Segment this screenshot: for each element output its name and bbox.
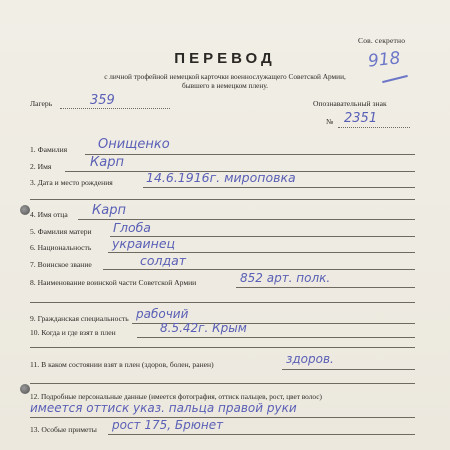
- punch-hole-bottom: [20, 384, 30, 394]
- field-value-father: Карп: [92, 203, 126, 218]
- camp-label: Лагерь: [30, 99, 53, 108]
- field-label-captured: 10. Когда и где взят в плен: [30, 328, 116, 337]
- id-tag-line: [338, 127, 410, 128]
- document-subtitle-line2: бывшего в немецком плену.: [182, 81, 268, 90]
- field-label-rank: 7. Воинское звание: [30, 260, 92, 269]
- field-value-condition: здоров.: [286, 352, 334, 366]
- field-value-unit: 852 арт. полк.: [240, 271, 331, 285]
- field-value-features: рост 175, Брюнет: [112, 418, 224, 432]
- id-tag-label: Опознавательный знак: [313, 99, 387, 108]
- field-label-name: 2. Имя: [30, 162, 52, 171]
- field-label-personal-data: 12. Подробные персональные данные (имеется фотография, оттиск пальцев, рост, цвет волос): [30, 392, 322, 401]
- field-value-mother: Глоба: [113, 220, 151, 235]
- field-line-unit-extra: [30, 302, 415, 303]
- document-title: ПЕРЕВОД: [174, 50, 276, 67]
- field-value-surname: Онищенко: [98, 137, 170, 152]
- field-value-nationality: украинец: [112, 236, 176, 251]
- field-value-name: Карп: [90, 155, 124, 170]
- field-value-profession: рабочий: [136, 307, 189, 321]
- camp-line: [60, 108, 170, 109]
- field-line-captured-extra: [30, 347, 415, 348]
- field-value-rank: солдат: [140, 253, 187, 268]
- field-line-surname: [85, 154, 415, 155]
- archive-number: 918: [367, 48, 402, 72]
- field-line-birth: [143, 187, 415, 188]
- field-value-personal-data: имеется оттиск указ. пальца правой руки: [30, 401, 297, 415]
- field-label-surname: 1. Фамилия: [30, 145, 68, 154]
- field-value-birth: 14.6.1916г. мироповка: [146, 170, 296, 185]
- field-label-father: 4. Имя отца: [30, 210, 68, 219]
- field-label-features: 13. Особые приметы: [30, 425, 97, 434]
- document-subtitle-line1: с личной трофейной немецкой карточки военнослужащего Советской Армии,: [104, 72, 346, 81]
- id-tag-value: 2351: [344, 111, 378, 126]
- field-label-profession: 9. Гражданская специальность: [30, 314, 129, 323]
- classification-stamp: Сов. секретно: [358, 36, 406, 45]
- field-line-condition: [282, 369, 415, 370]
- camp-value: 359: [90, 93, 115, 108]
- field-value-captured: 8.5.42г. Крым: [160, 321, 247, 335]
- field-label-nationality: 6. Национальность: [30, 243, 92, 252]
- field-line-captured: [137, 337, 415, 338]
- field-line-rank: [103, 269, 415, 270]
- field-line-features: [108, 434, 415, 435]
- field-line-birth-extra: [30, 199, 415, 200]
- field-label-unit: 8. Наименование воинской части Советской Армии: [30, 278, 197, 287]
- field-label-condition: 11. В каком состоянии взят в плен (здоров, болен, ранен): [30, 360, 214, 369]
- punch-hole-top: [20, 205, 30, 215]
- field-label-birth: 3. Дата и место рождения: [30, 178, 113, 187]
- field-line-unit: [236, 287, 415, 288]
- field-label-mother: 5. Фамилия матери: [30, 227, 92, 236]
- field-line-condition-extra: [30, 383, 415, 384]
- id-tag-number-label: №: [326, 117, 334, 126]
